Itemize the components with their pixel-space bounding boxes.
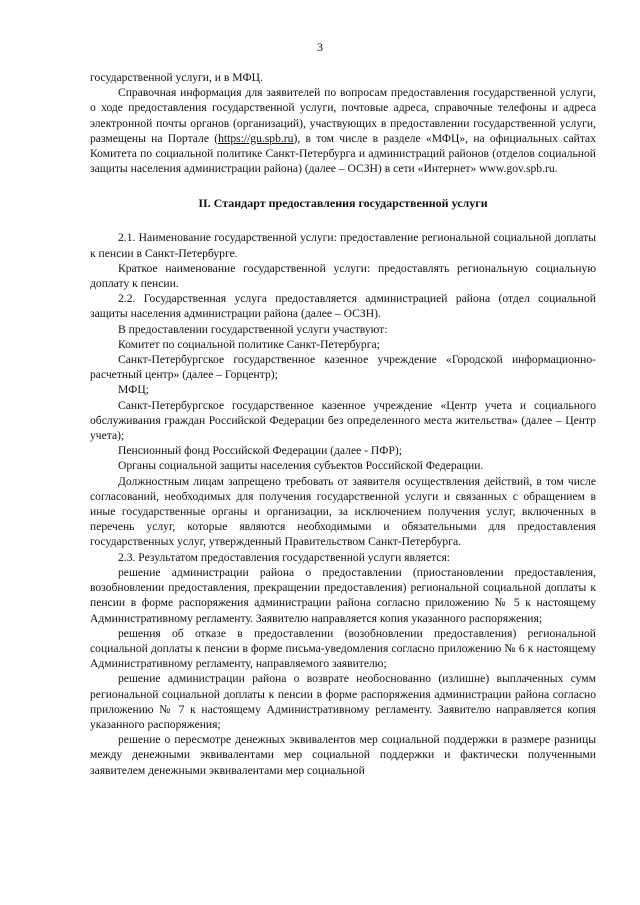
paragraph: Санкт-Петербургское государственное казенное учреждение «Центр учета и социального обслуживания граждан Российской Федерации без определенного места жительства» (далее – Центр учета); (90, 398, 596, 443)
paragraph: Санкт-Петербургское государственное казенное учреждение «Городской информационно-расчетный центр» (далее – Горцентр); (90, 353, 596, 382)
section-heading: II. Стандарт предоставления государственной услуги (198, 196, 488, 211)
paragraph: решение администрации района о возврате необоснованно (излишне) выплаченных сумм региональной социальной доплаты к пенсии в форме распоряжения администрации района согласно приложению № 7 к настоящему Административному регламенту. Заявителю направляется копия указанного распоряжения; (90, 672, 596, 731)
paragraph: 2.1. Наименование государственной услуги: предоставление региональной социальной доплаты к пенсии в Санкт-Петербурге. (90, 231, 596, 260)
paragraph: Должностным лицам запрещено требовать от заявителя осуществления действий, в том числе согласований, необходимых для получения государственной услуги и связанных с обращением в иные государственные органы и организации, за исключением получения услуг, включенных в перечень услуг, которые являются необходимыми и обязательными для предоставления государственных услуг, утвержденный Правительством Санкт-Петербурга. (90, 474, 596, 549)
paragraph: 2.2. Государственная услуга предоставляется администрацией района (отдел социальной защиты населения администрации района (далее – ОСЗН). (90, 292, 596, 321)
paragraph: 2.3. Результатом предоставления государственной услуги является: (118, 550, 451, 564)
paragraph: Краткое наименование государственной услуги: предоставлять региональную социальную доплату к пенсии. (90, 261, 596, 291)
portal-link[interactable]: https://gu.spb.ru (218, 131, 294, 145)
paragraph-reference-info: Справочная информация для заявителей по вопросам предоставления государственной услуги, о ходе предоставления государственной услуги, почтовые адреса, справочные телефоны и адреса электронной почты органов (организаций), участвующих в предоставлении государственной услуги, размещены на Портале (https://gu.spb.ru), в том числе в разделе «МФЦ», на официальных сайтах Комитета по социальной политике Санкт-Петербурга и администраций районов (отделов социальной защиты населения администрации района) (далее – ОСЗН) в сети «Интернет» www.gov.spb.ru. (90, 86, 597, 176)
paragraph: решения об отказе в предоставлении (возобновлении предоставления) региональной социальной доплаты к пенсии в форме письма-уведомления согласно приложению № 6 к настоящему Административному регламенту, направляемого заявителю; (90, 626, 596, 671)
paragraph: решение администрации района о предоставлении (приостановлении предоставления, возобновлении предоставления, прекращении предоставления) региональной социальной доплаты к пенсии в форме распоряжения администрации района согласно приложению № 5 к настоящему Административному регламенту. Заявителю направляется копия указанного распоряжения; (90, 565, 596, 625)
page-number: 3 (317, 40, 323, 54)
paragraph: Органы социальной защиты населения субъектов Российской Федерации. (118, 459, 484, 473)
paragraph: В предоставлении государственной услуги участвуют: (118, 322, 388, 336)
paragraph: решение о пересмотре денежных эквивалентов мер социальной поддержки в размере разницы между денежными эквивалентами мер социальной поддержки и фактически полученными заявителем денежными эквивалентами мер социальной (90, 733, 596, 777)
paragraph: МФЦ; (118, 383, 149, 397)
document-body (90, 70, 596, 778)
paragraph: государственной услуги, и в МФЦ. (90, 71, 263, 84)
paragraph: Комитет по социальной политике Санкт-Петербурга; (118, 337, 380, 351)
paragraph: Пенсионный фонд Российской Федерации (далее - ПФР); (118, 444, 402, 458)
